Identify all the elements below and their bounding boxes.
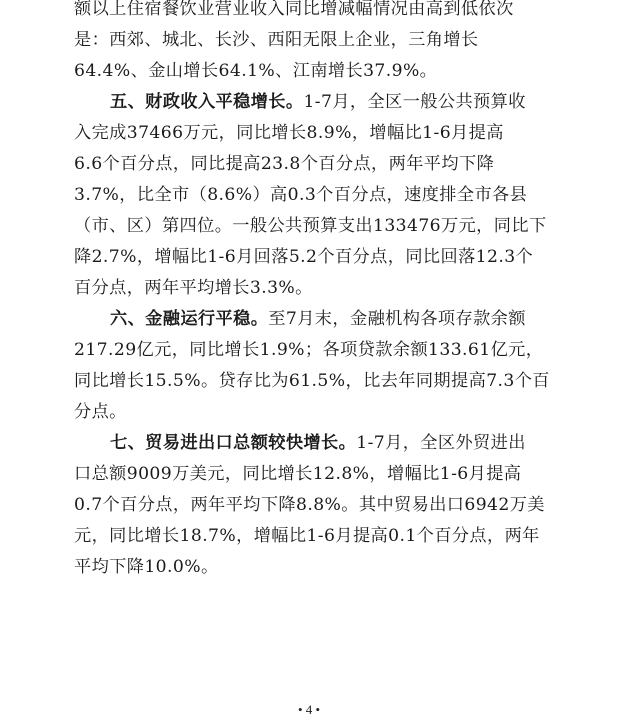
section-heading-fiscal: 五、财政收入平稳增长。 xyxy=(110,92,304,112)
text-line: （市、区）第四位。一般公共预算支出133476万元，同比下 xyxy=(74,216,547,236)
text-run: 1-7月，全区外贸进出 xyxy=(356,433,526,453)
text-line: 分点。 xyxy=(74,402,127,422)
text-line: 3.7%，比全市（8.6%）高0.3个百分点，速度排全市各县 xyxy=(74,185,528,205)
text-line: 同比增长15.5%。贷存比为61.5%，比去年同期提高7.3个百 xyxy=(74,371,550,391)
text-line: 元，同比增长18.7%，增幅比1-6月提高0.1个百分点，两年 xyxy=(74,526,540,546)
text-line: 入完成37466万元，同比增长8.9%，增幅比1-6月提高 xyxy=(74,123,504,143)
document-body xyxy=(74,0,548,583)
paragraph-retail-continuation xyxy=(74,0,548,87)
text-line: 64.4%、金山增长64.1%、江南增长37.9%。 xyxy=(74,61,438,81)
section-heading-trade: 七、贸易进出口总额较快增长。 xyxy=(110,433,357,453)
text-line: 217.29亿元，同比增长1.9%；各项贷款余额133.61亿元， xyxy=(74,340,544,360)
paragraph-first-line xyxy=(74,87,548,118)
paragraph-first-line xyxy=(74,428,548,459)
text-line: 平均下降10.0%。 xyxy=(74,557,219,577)
text-line: 额以上住宿餐饮业营业收入同比增减幅情况由高到低依次 xyxy=(74,0,514,19)
text-line: 是：西郊、城北、长沙、西阳无限上企业，三角增长 xyxy=(74,30,479,50)
text-line: 降2.7%，增幅比1-6月回落5.2个百分点，同比回落12.3个 xyxy=(74,247,534,267)
text-line: 百分点，两年平均增长3.3%。 xyxy=(74,278,313,298)
paragraph-fiscal-revenue xyxy=(74,87,548,304)
paragraph-trade xyxy=(74,428,548,583)
page-number: • 4 • xyxy=(297,702,321,717)
paragraph-first-line xyxy=(74,304,548,335)
text-line: 口总额9009万美元，同比增长12.8%，增幅比1-6月提高 xyxy=(74,464,522,484)
paragraph-finance xyxy=(74,304,548,428)
text-run: 至7月末，金融机构各项存款余额 xyxy=(268,309,526,329)
text-run: 1-7月，全区一般公共预算收 xyxy=(303,92,526,112)
text-line: 6.6个百分点，同比提高23.8个百分点，两年平均下降 xyxy=(74,154,495,174)
section-heading-finance: 六、金融运行平稳。 xyxy=(110,309,269,329)
text-line: 0.7个百分点，两年平均下降8.8%。其中贸易出口6942万美 xyxy=(74,495,545,515)
